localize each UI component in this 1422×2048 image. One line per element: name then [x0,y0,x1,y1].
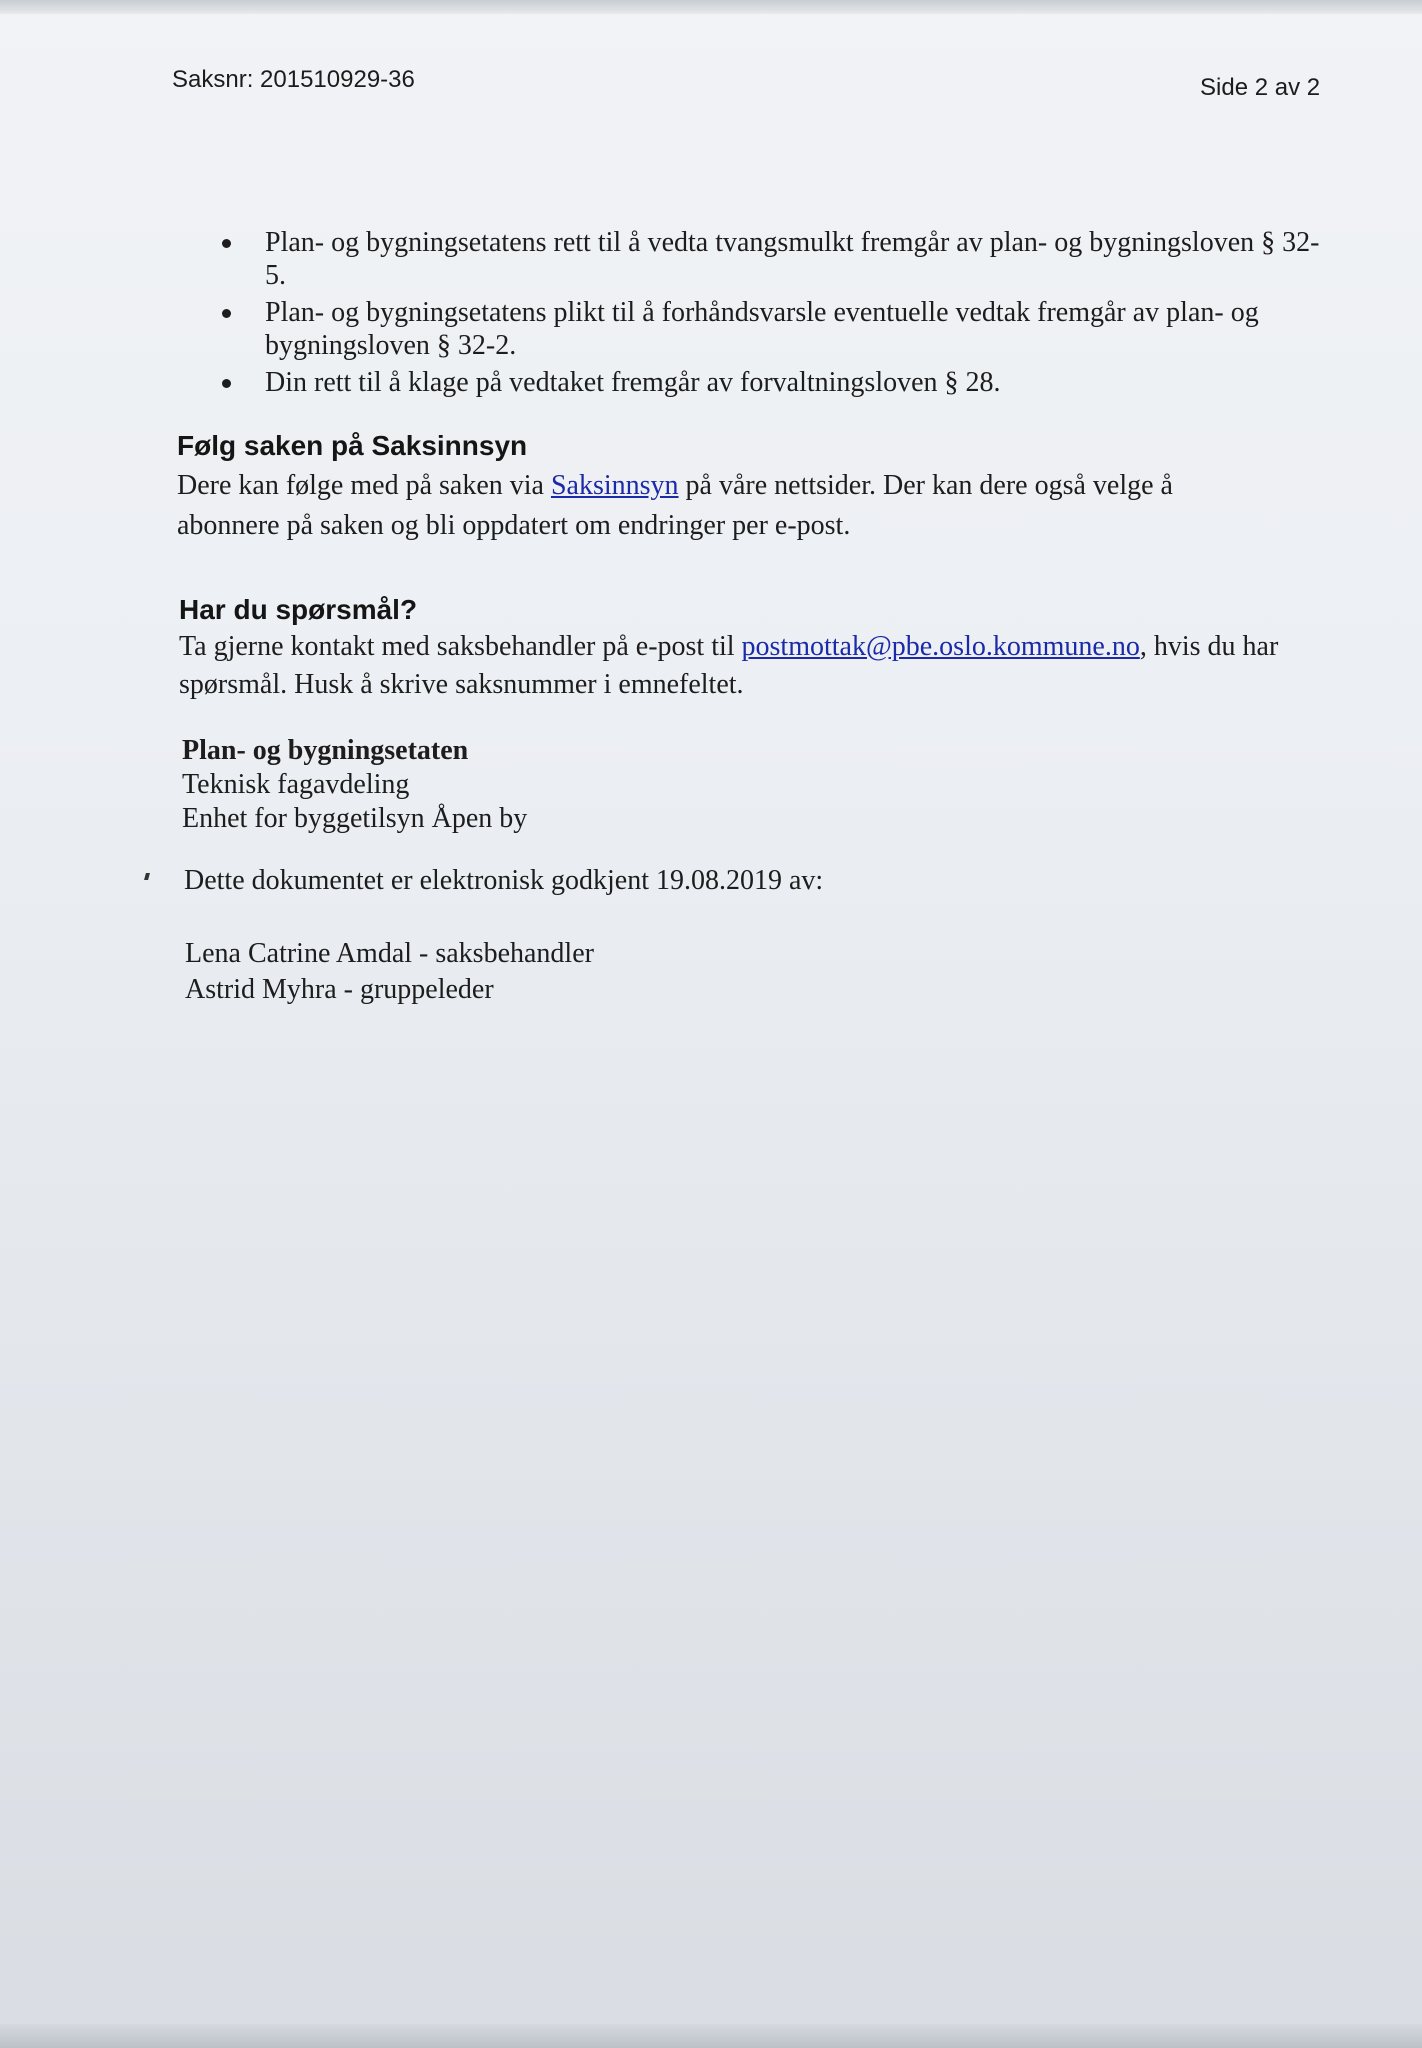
questions-text-before: Ta gjerne kontakt med saksbehandler på e-post til [179,631,742,662]
questions-paragraph [179,628,1339,704]
saksinnsyn-heading: Følg saken på Saksinnsyn [177,430,528,461]
bullet-icon [222,239,231,248]
list-item [220,296,1330,362]
page-indicator: Side 2 av 2 [1200,74,1321,101]
email-link[interactable]: postmottak@pbe.oslo.kommune.no [741,631,1140,662]
agency-unit: Enhet for byggetilsyn Åpen by [182,803,528,834]
agency-block [182,734,527,836]
case-number: Saksnr: 201510929-36 [172,66,415,93]
approval-statement: Dette dokumentet er elektronisk godkjent 19.08.2019 av: [184,865,824,896]
signatory-caseworker: Lena Catrine Amdal - saksbehandler [185,938,594,969]
saksinnsyn-text-after: på våre nettsider. Der kan dere også velge å abonnere på saken og bli oppdatert om endringer per e-post. [177,470,1173,541]
list-item [220,226,1330,292]
bullet-icon [222,309,231,318]
saksinnsyn-text-before: Dere kan følge med på saken via [177,470,551,501]
list-item-text: Din rett til å klage på vedtaket fremgår av forvaltningsloven § 28. [265,367,1001,398]
list-item-text: Plan- og bygningsetatens rett til å vedta tvangsmulkt fremgår av plan- og bygningsloven § 32-5. [265,227,1320,291]
monitor-bottom-edge [0,2024,1422,2048]
saksinnsyn-paragraph [177,466,1257,546]
agency-name: Plan- og bygningsetaten [182,735,469,766]
stray-mark [144,873,150,880]
list-item [220,366,1330,399]
list-item-text: Plan- og bygningsetatens plikt til å forhåndsvarsle eventuelle vedtak fremgår av plan- og bygningsloven § 32-2. [265,297,1259,361]
questions-text-after: , hvis du har spørsmål. Husk å skrive saksnummer i emnefeltet. [179,631,1279,700]
bullet-icon [222,379,231,388]
agency-department: Teknisk fagavdeling [182,769,410,800]
signatory-group-leader: Astrid Myhra - gruppeleder [185,974,494,1005]
saksinnsyn-link[interactable]: Saksinnsyn [550,470,679,501]
signatories-block [185,936,594,1008]
questions-heading: Har du spørsmål? [179,594,418,625]
legal-basis-list [220,226,1330,403]
